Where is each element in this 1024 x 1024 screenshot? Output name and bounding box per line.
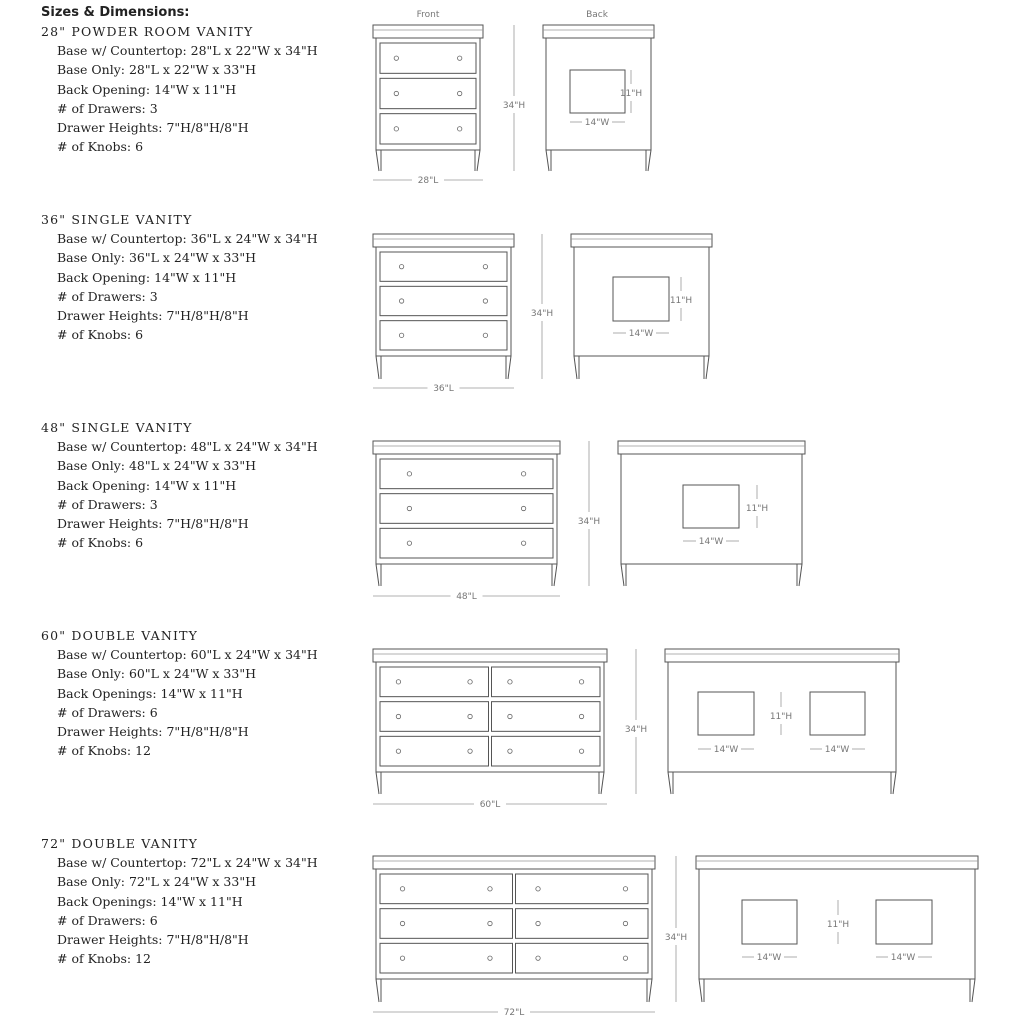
back-opening bbox=[742, 900, 797, 944]
knob bbox=[521, 541, 525, 545]
back-leg bbox=[893, 772, 896, 794]
spec-line: Back Openings: 14"W x 11"H bbox=[57, 685, 243, 701]
knob bbox=[399, 299, 403, 303]
vanity-title: 48" SINGLE VANITY bbox=[41, 420, 193, 435]
spec-line: # of Knobs: 6 bbox=[57, 535, 144, 551]
knob bbox=[521, 506, 525, 510]
spec-line: Base w/ Countertop: 48"L x 24"W x 34"H bbox=[57, 439, 318, 455]
spec-line: Base Only: 72"L x 24"W x 33"H bbox=[57, 874, 256, 890]
cabinet-body bbox=[376, 454, 557, 564]
knob bbox=[488, 921, 492, 925]
knob bbox=[483, 299, 487, 303]
drawer bbox=[516, 874, 649, 904]
back-countertop bbox=[618, 441, 805, 454]
length-dimension-label: 36"L bbox=[433, 384, 454, 394]
knob bbox=[579, 680, 583, 684]
spec-line: Drawer Heights: 7"H/8"H/8"H bbox=[57, 516, 249, 532]
length-dimension-label: 60"L bbox=[479, 800, 501, 810]
back-leg bbox=[648, 150, 651, 171]
opening-height-label: 11"H bbox=[745, 504, 769, 514]
knob bbox=[468, 714, 472, 718]
back-leg bbox=[668, 772, 671, 794]
spec-line: Drawer Heights: 7"H/8"H/8"H bbox=[57, 724, 249, 740]
drawer bbox=[380, 943, 513, 973]
knob bbox=[508, 714, 512, 718]
height-dimension-label: 34"H bbox=[577, 517, 601, 527]
back-leg bbox=[972, 979, 975, 1002]
knob bbox=[536, 921, 540, 925]
knob bbox=[623, 921, 627, 925]
opening-height-label: 11"H bbox=[669, 296, 693, 306]
spec-line: Base w/ Countertop: 28"L x 22"W x 34"H bbox=[57, 43, 318, 59]
opening-width-label: 14"W bbox=[756, 953, 782, 963]
spec-line: Drawer Heights: 7"H/8"H/8"H bbox=[57, 308, 249, 324]
back-leg bbox=[699, 979, 702, 1002]
spec-line: Base w/ Countertop: 60"L x 24"W x 34"H bbox=[57, 647, 318, 663]
knob bbox=[394, 91, 398, 95]
back-opening bbox=[810, 692, 865, 735]
back-countertop bbox=[543, 25, 654, 38]
back-leg bbox=[706, 356, 709, 379]
spec-line: Drawer Heights: 7"H/8"H/8"H bbox=[57, 932, 249, 948]
drawer bbox=[380, 909, 513, 939]
back-leg bbox=[799, 564, 802, 586]
knob bbox=[488, 887, 492, 891]
knob bbox=[407, 472, 411, 476]
countertop bbox=[373, 25, 483, 38]
knob bbox=[623, 956, 627, 960]
opening-height-label: 11"H bbox=[769, 712, 793, 722]
leg bbox=[376, 150, 379, 171]
countertop bbox=[373, 649, 607, 662]
leg bbox=[554, 564, 557, 586]
spec-line: Base Only: 60"L x 24"W x 33"H bbox=[57, 666, 256, 682]
back-countertop bbox=[696, 856, 978, 869]
opening-width-label: 14"W bbox=[824, 745, 850, 755]
knob bbox=[400, 887, 404, 891]
back-leg bbox=[574, 356, 577, 379]
leg bbox=[508, 356, 511, 379]
knob bbox=[623, 887, 627, 891]
knob bbox=[468, 680, 472, 684]
spec-line: # of Knobs: 6 bbox=[57, 139, 144, 155]
knob bbox=[407, 506, 411, 510]
knob bbox=[394, 127, 398, 131]
spec-line: # of Drawers: 3 bbox=[57, 496, 158, 512]
back-leg bbox=[546, 150, 549, 171]
knob bbox=[483, 333, 487, 337]
back-opening bbox=[683, 485, 739, 528]
opening-width-label: 14"W bbox=[628, 329, 654, 339]
leg bbox=[477, 150, 480, 171]
knob bbox=[468, 749, 472, 753]
drawer bbox=[380, 459, 553, 489]
length-dimension-label: 48"L bbox=[456, 592, 477, 602]
spec-line: # of Knobs: 12 bbox=[57, 743, 151, 759]
drawer bbox=[516, 909, 649, 939]
spec-line: Back Opening: 14"W x 11"H bbox=[57, 477, 237, 493]
spec-line: Base w/ Countertop: 72"L x 24"W x 34"H bbox=[57, 855, 318, 871]
knob bbox=[394, 56, 398, 60]
knob bbox=[508, 680, 512, 684]
drawer bbox=[380, 528, 553, 558]
spec-line: Back Opening: 14"W x 11"H bbox=[57, 269, 237, 285]
spec-line: # of Knobs: 12 bbox=[57, 951, 151, 967]
vanity-title: 72" DOUBLE VANITY bbox=[41, 836, 199, 851]
back-leg bbox=[621, 564, 624, 586]
knob bbox=[579, 714, 583, 718]
knob bbox=[457, 91, 461, 95]
drawer bbox=[380, 874, 513, 904]
back-panel bbox=[621, 454, 802, 564]
spec-line: Back Openings: 14"W x 11"H bbox=[57, 893, 243, 909]
front-view-label: Front bbox=[416, 10, 440, 20]
cabinet-body bbox=[376, 38, 480, 150]
vanity-title: 36" SINGLE VANITY bbox=[41, 212, 193, 227]
countertop bbox=[373, 856, 655, 869]
drawer bbox=[380, 494, 553, 524]
spec-line: # of Drawers: 6 bbox=[57, 704, 158, 720]
opening-width-label: 14"W bbox=[698, 537, 724, 547]
knob bbox=[396, 749, 400, 753]
opening-height-label: 11"H bbox=[619, 89, 643, 99]
back-countertop bbox=[571, 234, 712, 247]
knob bbox=[399, 264, 403, 268]
cabinet-body bbox=[376, 247, 511, 356]
knob bbox=[407, 541, 411, 545]
countertop bbox=[373, 441, 560, 454]
vanity-title: 60" DOUBLE VANITY bbox=[41, 628, 199, 643]
cabinet-body bbox=[376, 869, 652, 979]
height-dimension-label: 34"H bbox=[624, 725, 648, 735]
knob bbox=[488, 956, 492, 960]
opening-width-label: 14"W bbox=[713, 745, 739, 755]
drawer bbox=[516, 943, 649, 973]
knob bbox=[399, 333, 403, 337]
leg bbox=[649, 979, 652, 1002]
knob bbox=[396, 680, 400, 684]
knob bbox=[483, 264, 487, 268]
leg bbox=[376, 564, 379, 586]
leg bbox=[376, 979, 379, 1002]
knob bbox=[396, 714, 400, 718]
knob bbox=[457, 56, 461, 60]
knob bbox=[400, 956, 404, 960]
spec-line: Base Only: 48"L x 24"W x 33"H bbox=[57, 458, 256, 474]
knob bbox=[536, 887, 540, 891]
spec-line: Back Opening: 14"W x 11"H bbox=[57, 81, 237, 97]
cabinet-body bbox=[376, 662, 604, 772]
spec-line: # of Drawers: 3 bbox=[57, 288, 158, 304]
knob bbox=[579, 749, 583, 753]
spec-line: # of Drawers: 6 bbox=[57, 912, 158, 928]
back-countertop bbox=[665, 649, 899, 662]
knob bbox=[400, 921, 404, 925]
length-dimension-label: 28"L bbox=[417, 176, 439, 186]
leg bbox=[376, 356, 379, 379]
spec-line: Drawer Heights: 7"H/8"H/8"H bbox=[57, 120, 249, 136]
height-dimension-label: 34"H bbox=[664, 933, 688, 943]
spec-line: # of Drawers: 3 bbox=[57, 100, 158, 116]
height-dimension-label: 34"H bbox=[502, 101, 526, 111]
opening-width-label: 14"W bbox=[584, 118, 610, 128]
countertop bbox=[373, 234, 514, 247]
spec-line: Base Only: 36"L x 24"W x 33"H bbox=[57, 250, 256, 266]
vanity-title: 28" POWDER ROOM VANITY bbox=[41, 24, 254, 39]
opening-width-label: 14"W bbox=[890, 953, 916, 963]
leg bbox=[376, 772, 379, 794]
back-opening bbox=[698, 692, 754, 735]
length-dimension-label: 72"L bbox=[503, 1008, 525, 1018]
knob bbox=[457, 127, 461, 131]
back-view-label: Back bbox=[586, 10, 608, 20]
opening-height-label: 11"H bbox=[826, 920, 850, 930]
back-opening bbox=[876, 900, 932, 944]
knob bbox=[521, 472, 525, 476]
knob bbox=[536, 956, 540, 960]
height-dimension-label: 34"H bbox=[530, 309, 554, 319]
back-opening bbox=[613, 277, 669, 321]
page-heading: Sizes & Dimensions: bbox=[41, 5, 190, 20]
leg bbox=[601, 772, 604, 794]
spec-line: Base Only: 28"L x 22"W x 33"H bbox=[57, 62, 256, 78]
back-opening bbox=[570, 70, 625, 113]
spec-line: # of Knobs: 6 bbox=[57, 327, 144, 343]
knob bbox=[508, 749, 512, 753]
spec-line: Base w/ Countertop: 36"L x 24"W x 34"H bbox=[57, 231, 318, 247]
